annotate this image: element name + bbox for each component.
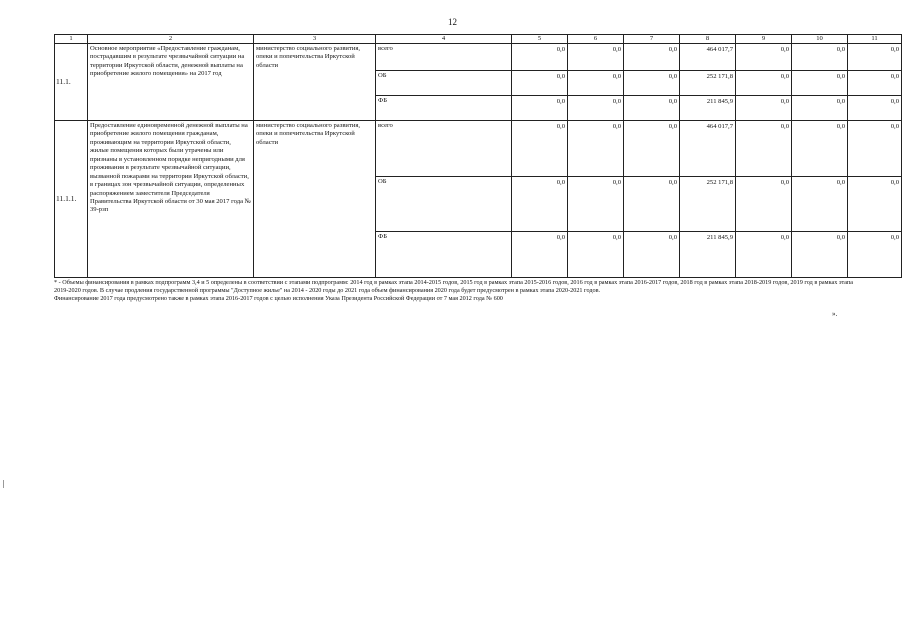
value-cell: 0,0 xyxy=(792,44,848,71)
header-col-6: 6 xyxy=(568,35,624,44)
value-cell: 0,0 xyxy=(568,71,624,96)
value-cell: 0,0 xyxy=(736,44,792,71)
value-cell: 0,0 xyxy=(848,44,902,71)
value-cell: 211 845,9 xyxy=(680,96,736,121)
group-executor: министерство социального развития, опеки и попечительства Иркутской области xyxy=(254,121,376,278)
value-cell: 0,0 xyxy=(848,71,902,96)
value-cell: 0,0 xyxy=(568,121,624,177)
value-cell: 0,0 xyxy=(512,71,568,96)
value-cell: 0,0 xyxy=(568,44,624,71)
value-cell: 0,0 xyxy=(736,71,792,96)
header-col-5: 5 xyxy=(512,35,568,44)
value-cell: 0,0 xyxy=(848,96,902,121)
table-row xyxy=(55,121,902,177)
footnote-text: Финансирование 2017 года предусмотрено также в рамках этапа 2016-2017 годов с целью исполнения Указа Президента Российской Федерации от 7 мая 2012 года № 600 xyxy=(54,295,503,303)
value-cell: 252 171,8 xyxy=(680,71,736,96)
value-cell: 211 845,9 xyxy=(680,232,736,278)
value-cell: 0,0 xyxy=(792,71,848,96)
value-cell: 0,0 xyxy=(624,177,680,232)
header-col-9: 9 xyxy=(736,35,792,44)
group-code: 11.1. xyxy=(55,44,88,121)
financing-table xyxy=(54,34,902,278)
header-col-8: 8 xyxy=(680,35,736,44)
value-cell: 0,0 xyxy=(848,121,902,177)
value-cell: 0,0 xyxy=(512,232,568,278)
value-cell: 0,0 xyxy=(736,232,792,278)
funding-source: ФБ xyxy=(376,96,512,121)
value-cell: 0,0 xyxy=(736,177,792,232)
group-executor: министерство социального развития, опеки и попечительства Иркутской области xyxy=(254,44,376,121)
value-cell: 0,0 xyxy=(848,232,902,278)
table-header-row xyxy=(55,35,902,44)
header-col-7: 7 xyxy=(624,35,680,44)
header-col-1: 1 xyxy=(55,35,88,44)
value-cell: 0,0 xyxy=(792,177,848,232)
funding-source: ФБ xyxy=(376,232,512,278)
header-col-2: 2 xyxy=(88,35,254,44)
header-col-11: 11 xyxy=(848,35,902,44)
footnote xyxy=(54,279,864,303)
funding-source: ОБ xyxy=(376,71,512,96)
scan-edge-mark xyxy=(3,480,4,488)
value-cell: 252 171,8 xyxy=(680,177,736,232)
header-col-4: 4 xyxy=(376,35,512,44)
value-cell: 0,0 xyxy=(792,96,848,121)
value-cell: 464 017,7 xyxy=(680,121,736,177)
value-cell: 0,0 xyxy=(512,177,568,232)
header-col-3: 3 xyxy=(254,35,376,44)
value-cell: 0,0 xyxy=(512,121,568,177)
value-cell: 0,0 xyxy=(568,177,624,232)
value-cell: 0,0 xyxy=(792,232,848,278)
value-cell: 0,0 xyxy=(624,121,680,177)
value-cell: 0,0 xyxy=(568,232,624,278)
value-cell: 0,0 xyxy=(736,121,792,177)
value-cell: 0,0 xyxy=(624,232,680,278)
value-cell: 0,0 xyxy=(624,71,680,96)
group-name: Предоставление единовременной денежной выплаты на приобретение жилого помещения гражданам, проживающим на территории Иркутской области, жилые помещения которых были утрачены или признаны в установленном порядке непригодными для проживания в результате чрезвычайной ситуации, вызванной пожарами на территории Иркутской области, в границах зон чрезвычайной ситуации, определенных распоряжением заместителя Председателя Правительства Иркутской области от 30 мая 2017 года № 39-рзп xyxy=(88,121,254,278)
footnote-text: * - Объемы финансирования в рамках подпрограмм 3,4 и 5 определены в соответствии с этапами подпрограмм: 2014 год в рамках этапа 2014-2015 годов, 2015 год в рамках этапа 2015-2016 годов, 2016 год в рамках этапа 2016-2017 годов, 2018 год в рамках этапа 2018-2019 годов, 2019 год в рамках этапа 2019-2020 годов. В случае продления государственной программы "Доступное жилье" на 2014 - 2020 годы до 2021 года объем финансирования 2020 года будет предусмотрен в рамках этапа 2020-2021 годов. xyxy=(54,279,854,295)
value-cell: 0,0 xyxy=(736,96,792,121)
group-name: Основное мероприятие «Предоставление гражданам, пострадавшим в результате чрезвычайной ситуации на территории Иркутской области, денежной выплаты на приобретение жилого помещения» на 2017 год xyxy=(88,44,254,121)
funding-source: всего xyxy=(376,44,512,71)
value-cell: 464 017,7 xyxy=(680,44,736,71)
value-cell: 0,0 xyxy=(624,96,680,121)
funding-source: ОБ xyxy=(376,177,512,232)
value-cell: 0,0 xyxy=(568,96,624,121)
value-cell: 0,0 xyxy=(792,121,848,177)
group-code: 11.1.1. xyxy=(55,121,88,278)
closing-quote-mark: ». xyxy=(832,310,838,318)
value-cell: 0,0 xyxy=(848,177,902,232)
value-cell: 0,0 xyxy=(512,96,568,121)
page-number: 12 xyxy=(448,17,457,27)
value-cell: 0,0 xyxy=(624,44,680,71)
funding-source: всего xyxy=(376,121,512,177)
table-row xyxy=(55,44,902,71)
header-col-10: 10 xyxy=(792,35,848,44)
value-cell: 0,0 xyxy=(512,44,568,71)
